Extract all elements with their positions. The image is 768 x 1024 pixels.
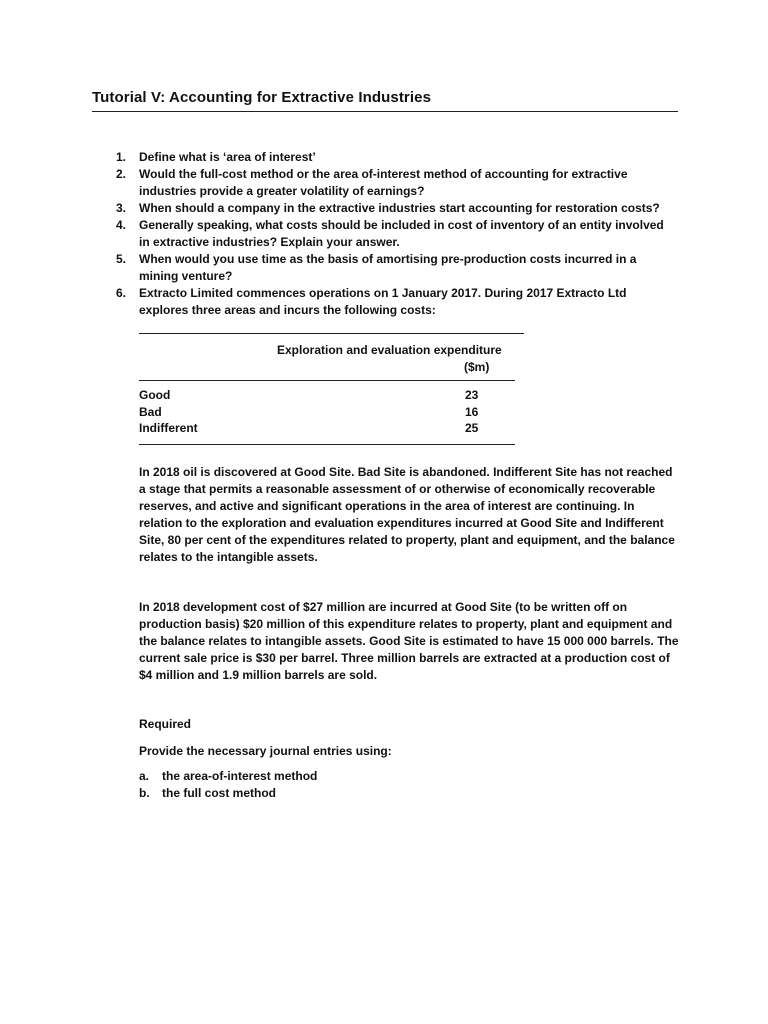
question-list [116,149,676,319]
question-item [116,285,676,319]
table-row-value: 23 [465,388,479,402]
expenditure-table [139,333,524,445]
question-text: Would the full-cost method or the area of-interest method of accounting for extractive industries provide a greater volatility of earnings? [139,167,628,198]
question-number: 2. [116,167,127,181]
question-number: 4. [116,218,127,232]
option-letter: b. [139,786,150,800]
method-option [139,768,439,785]
table-header [139,334,524,374]
table-row-value: 16 [465,404,479,419]
table-row-label: Good [139,388,171,402]
question-item [116,200,676,217]
table-row [139,420,524,437]
question-number: 1. [116,150,127,164]
table-header-label: Exploration and evaluation expenditure [277,343,502,357]
table-row-label: Indifferent [139,421,198,435]
option-letter: a. [139,769,150,783]
question-text: Define what is ‘area of interest’ [139,150,316,164]
table-row-value: 25 [465,421,479,435]
question-text: Generally speaking, what costs should be included in cost of inventory of an entity involved in extractive industries? Explain your answer. [139,218,664,249]
question-item [116,166,676,200]
table-bottom-rule [139,444,515,445]
question-item [116,217,676,251]
table-row [139,404,524,421]
option-text: the area-of-interest method [162,769,318,783]
paragraph-oil-discovery: In 2018 oil is discovered at Good Site. Bad Site is abandoned. Indifferent Site has not reached a stage that permits a reasonable assessment of or otherwise of economically recoverable reserves, and active and significant operations in the area of interest are continuing. In relation to the exploration and evaluation expenditures incurred at Good Site and Indifferent Site, 80 per cent of the expenditures related to property, plant and equipment, and the balance relates to the intangible assets. [139,465,675,564]
option-text: the full cost method [162,786,276,800]
document-title: Tutorial V: Accounting for Extractive Industries [92,89,432,106]
question-text: When should a company in the extractive industries start accounting for restoration costs? [139,201,660,215]
method-options [139,768,439,802]
question-text: When would you use time as the basis of amortising pre-production costs incurred in a mining venture? [139,252,637,283]
title-underline [92,111,678,112]
required-heading: Required [139,717,192,731]
question-text: Extracto Limited commences operations on 1 January 2017. During 2017 Extracto Ltd explores three areas and incurs the following costs: [139,286,627,317]
question-number: 3. [116,201,127,215]
question-item [116,251,676,285]
paragraph-development-cost: In 2018 development cost of $27 million are incurred at Good Site (to be written off on production basis) $20 million of this expenditure relates to property, plant and equipment and the balance relates to intangible assets. Good Site is estimated to have 15 000 000 barrels. The current sale price is $30 per barrel. Three million barrels are extracted at a production cost of $4 million and 1.9 million barrels are sold. [139,600,679,682]
method-option [139,785,439,802]
table-row-label: Bad [139,404,162,419]
instruction-text: Provide the necessary journal entries using: [139,744,392,758]
question-number: 6. [116,286,127,300]
table-row [139,387,524,404]
question-number: 5. [116,252,127,266]
question-item [116,149,676,166]
table-header-unit: ($m) [464,360,490,374]
